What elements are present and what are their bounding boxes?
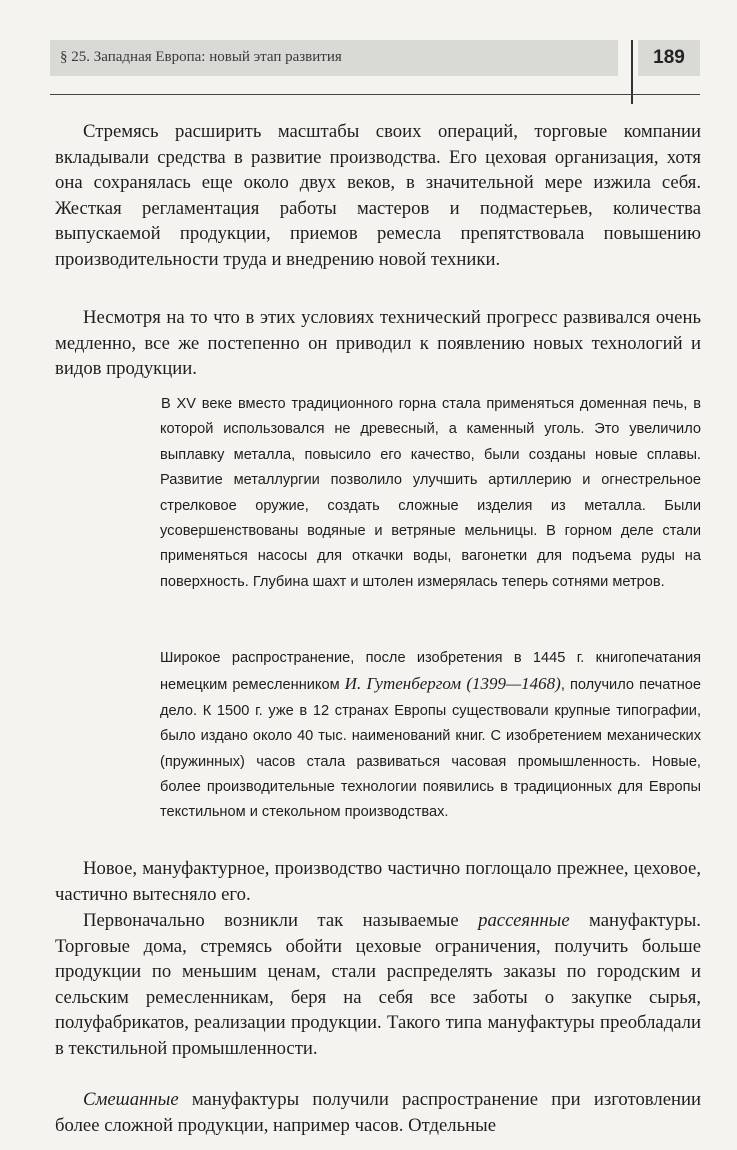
paragraph-2: Несмотря на то что в этих условиях технический прогресс развивался очень медленно, все же постепенно он приводил к появлению новых технологий и видов продукции.: [55, 307, 701, 380]
paragraph-4: [55, 908, 701, 1062]
paragraph-1: Стремясь расширить масштабы своих операций, торговые компании вкладывали средства в развитие производства. Его цеховая организация, хотя она сохранялась еще около двух веков, в значительной мере изжила себя. Жесткая регламентация работы мастеров и подмастерьев, количества выпускаемой продукции, приемов ремесла препятствовала повышению производительности труда и внедрению новой техники.: [55, 121, 701, 270]
paragraph-5: [55, 1087, 701, 1138]
inset2-text-start: Широкое распространение, после изобретения в 1445 г. книгопечатания немецким ремесленником: [160, 650, 701, 694]
inset-paragraph-1: В XV веке вместо традиционного горна стала применяться доменная печь, в которой использовался не древесный, а каменный уголь. Это увеличило выплавку металла, повысило его качество, были созданы новые сплавы. Развитие металлургии позволило улучшить артиллерию и огнестрельное стрелковое оружие, создать сложные изделия из металла. Были усовершенствованы водяные и ветряные мельницы. В горном деле стали применяться насосы для откачки воды, вагонетки для подъема руды на поверхность. Глубина шахт и штолен измерялась теперь сотнями метров.: [160, 396, 701, 590]
person-name: И. Гутенбергом (1399—1468): [344, 674, 561, 694]
emphasis-term: рассеянные: [478, 910, 570, 931]
emphasis-term: Смешанные: [83, 1089, 179, 1110]
p4-text-start: Первоначально возникли так называемые: [83, 910, 479, 931]
section-title: § 25. Западная Европа: новый этап развития: [60, 49, 342, 65]
paragraph-3: Новое, мануфактурное, производство частично поглощало прежнее, цеховое, частично вытесняло его.: [55, 858, 701, 905]
inset-paragraph-2: [160, 646, 701, 826]
p4-text-end: мануфактуры. Торговые дома, стремясь обойти цеховые ограничения, получить больше продукции по меньшим ценам, стали распределять заказы по городским и сельским ремесленникам, беря на себя все заботы о закупке сырья, полуфабрикатов, реализации продукции. Такого типа мануфактуры преобладали в текстильной промышленности.: [55, 910, 701, 1059]
header-rule: [50, 94, 700, 95]
page-number: 189: [638, 40, 700, 76]
p5-text: мануфактуры получили распространение при изготовлении более сложной продукции, например часов. Отдельные: [55, 1089, 701, 1136]
running-header: [50, 40, 618, 76]
inset2-text-end: , получило печатное дело. К 1500 г. уже в 12 странах Европы существовали крупные типографии, было издано около 40 тыс. наименований книг. С изобретением механических (пружинных) часов стала развиваться часовая промышленность. Новые, более производительные технологии появились в традиционных для Европы текстильном и стекольном производствах.: [160, 677, 701, 821]
